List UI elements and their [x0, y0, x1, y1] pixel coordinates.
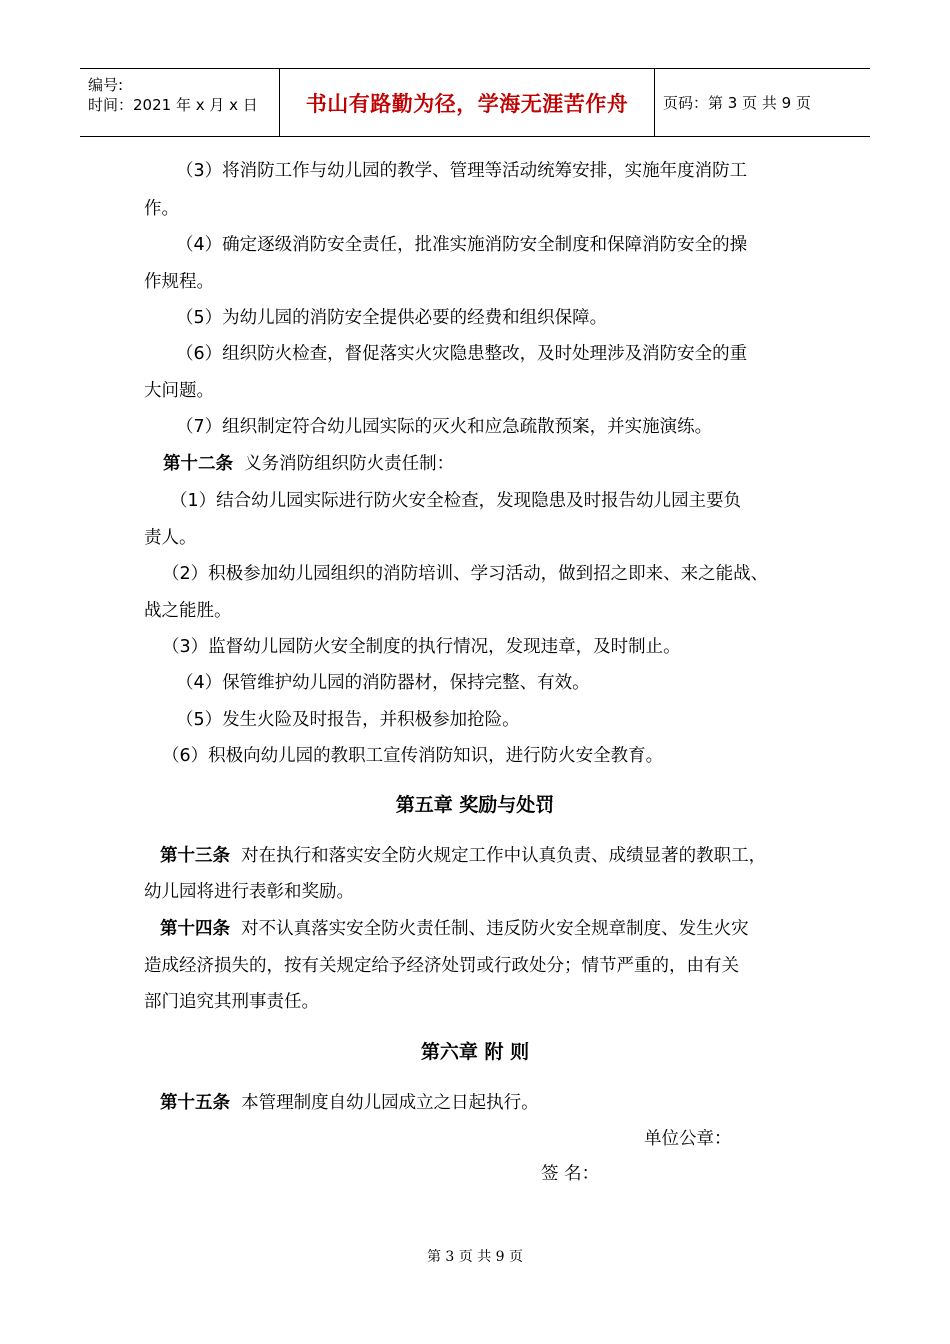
paragraph-line: （5）为幼儿园的消防安全提供必要的经费和组织保障。	[176, 308, 608, 328]
paragraph-line: （5）发生火险及时报告，并积极参加抢险。	[176, 710, 520, 730]
article-text: 本管理制度自幼儿园成立之日起执行。	[241, 1093, 539, 1113]
article-12	[163, 453, 454, 475]
paragraph-line: 部门追究其刑事责任。	[144, 992, 319, 1012]
chapter-6-heading: 第六章 附 则	[420, 1041, 530, 1063]
page-header	[80, 68, 870, 137]
article-15	[160, 1092, 539, 1114]
article-text: 对在执行和落实安全防火规定工作中认真负责、成绩显著的教职工，	[241, 846, 767, 866]
header-motto: 书山有路勤为径，学海无涯苦作舟	[280, 69, 655, 136]
paragraph-line: 大问题。	[144, 381, 214, 401]
chapter-5-heading: 第五章 奖励与处罚	[395, 794, 555, 816]
seal-label: 单位公章：	[644, 1129, 732, 1149]
paragraph-line: （4）确定逐级消防安全责任，批准实施消防安全制度和保障消防安全的操	[176, 235, 748, 255]
paragraph-line: （3）将消防工作与幼儿园的教学、管理等活动统筹安排，实施年度消防工	[176, 161, 748, 181]
article-title: 第十四条	[160, 919, 230, 939]
page-footer: 第 3 页 共 9 页	[426, 1249, 524, 1265]
paragraph-line: 造成经济损失的，按有关规定给予经济处罚或行政处分；情节严重的，由有关	[144, 956, 739, 976]
article-13	[160, 845, 766, 867]
article-title: 第十二条	[163, 454, 233, 474]
signature-label: 签 名：	[541, 1164, 600, 1184]
paragraph-line: 责人。	[144, 528, 197, 548]
header-page-info: 页码：第 3 页 共 9 页	[663, 94, 811, 112]
paragraph-line: （6）组织防火检查，督促落实火灾隐患整改，及时处理涉及消防安全的重	[176, 344, 748, 364]
paragraph-line: 战之能胜。	[144, 601, 232, 621]
paragraph-line: （3）监督幼儿园防火安全制度的执行情况，发现违章，及时制止。	[162, 637, 681, 657]
paragraph-line: 作。	[144, 199, 179, 219]
paragraph-line: 幼儿园将进行表彰和奖励。	[144, 882, 354, 902]
paragraph-line: （4）保管维护幼儿园的消防器材，保持完整、有效。	[176, 673, 590, 693]
paragraph-line: （6）积极向幼儿园的教职工宣传消防知识，进行防火安全教育。	[162, 746, 664, 766]
paragraph-line: （7）组织制定符合幼儿园实际的灭火和应急疏散预案，并实施演练。	[176, 417, 713, 437]
header-meta	[80, 69, 280, 136]
article-title: 第十五条	[160, 1093, 230, 1113]
number-label: 编号:	[88, 76, 124, 94]
article-14	[160, 918, 749, 940]
paragraph-line: 作规程。	[144, 272, 214, 292]
article-text: 义务消防组织防火责任制：	[244, 454, 455, 474]
article-title: 第十三条	[160, 846, 230, 866]
paragraph-line: （2）积极参加幼儿园组织的消防培训、学习活动，做到招之即来、来之能战、	[162, 564, 769, 584]
time-label: 时间：2021 年 x 月 x 日	[88, 96, 258, 114]
article-text: 对不认真落实安全防火责任制、违反防火安全规章制度、发生火灾	[241, 919, 749, 939]
paragraph-line: （1）结合幼儿园实际进行防火安全检查，发现隐患及时报告幼儿园主要负	[170, 491, 742, 511]
